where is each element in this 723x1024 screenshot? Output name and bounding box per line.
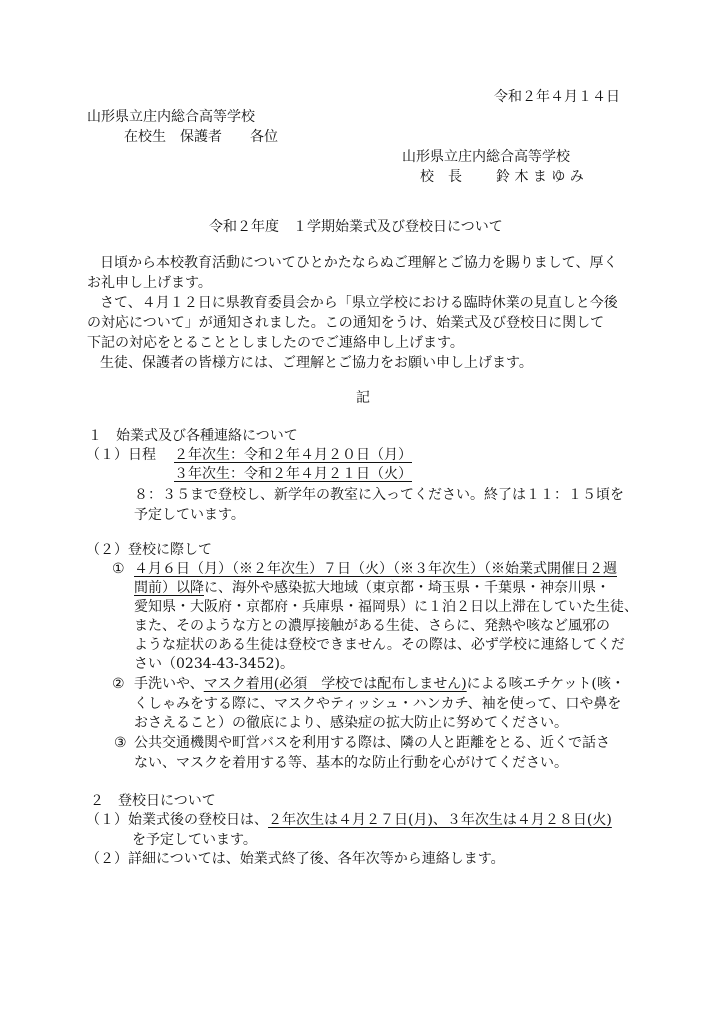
section2-sub1-underlined: ２年次生は４月２７日(月)、３年次生は４月２８日(火) bbox=[268, 812, 612, 828]
item1-number: ① bbox=[112, 561, 125, 577]
section1-sub1-label: （１）日程 bbox=[86, 447, 156, 463]
item2-line-3: おさえること）の徹底により、感染症の拡大防止に努めてください。 bbox=[134, 715, 568, 731]
item2-pre: 手洗いや、 bbox=[134, 676, 204, 692]
section2-sub2-line bbox=[86, 852, 505, 866]
item1-line-2 bbox=[134, 581, 610, 595]
item3-number: ③ bbox=[114, 735, 127, 751]
item1-underlined-b: 間前）以降 bbox=[134, 580, 204, 596]
item1-line-1: ４月６日（月）（※２年次生）７日（火）（※３年次生）（※始業式開催日２週 bbox=[134, 561, 617, 577]
recipient-school: 山形県立庄内総合高等学校 bbox=[87, 109, 255, 125]
recipients: 在校生 保護者 各位 bbox=[124, 129, 278, 145]
item2-underlined: マスク着用(必須 学校では配布しません) bbox=[203, 676, 467, 692]
ki-mark: 記 bbox=[356, 390, 370, 406]
item2-line-2: くしゃみをする際に、マスクやティッシュ・ハンカチ、袖を使って、口や鼻を bbox=[134, 696, 622, 712]
item1-line-3: 愛知県・大阪府・京都府・兵庫県・福岡県）に１泊２日以上滞在していた生徒、 bbox=[134, 599, 638, 615]
intro-line-4: の対応について」が通知されました。この通知をうけ、始業式及び登校日に関して bbox=[87, 315, 605, 331]
item1-rest-b: に、海外や感染拡大地域（東京都・埼玉県・千葉県・神奈川県・ bbox=[204, 580, 610, 596]
sender-name: 鈴 木 ま ゆ み bbox=[496, 169, 584, 185]
schedule-body-1: ８：３５まで登校し、新学年の教室に入ってください。終了は１１：１５頃を bbox=[134, 487, 624, 503]
section1-heading: １ 始業式及び各種連絡について bbox=[88, 428, 298, 444]
sender-school: 山形県立庄内総合高等学校 bbox=[402, 149, 570, 165]
intro-line-3: さて、４月１２日に県教育委員会から「県立学校における臨時休業の見直しと今後 bbox=[100, 295, 618, 311]
sender-title: 校 長 bbox=[420, 169, 462, 185]
item2-line-1 bbox=[134, 677, 625, 691]
document-title: 令和２年度 １学期始業式及び登校日について bbox=[209, 219, 503, 235]
item3-line-2: ない、マスクを着用する等、基本的な防止行動を心がけてください。 bbox=[134, 755, 568, 771]
section2-heading: ２ 登校日について bbox=[90, 793, 216, 809]
item1-line-5: ような症状のある生徒は登校できません。その際は、必ず学校に連絡してくだ bbox=[134, 637, 625, 653]
intro-line-2: お礼申し上げます。 bbox=[87, 275, 212, 291]
intro-line-5: 下記の対応をとることとしましたのでご連絡申し上げます。 bbox=[87, 335, 464, 351]
schedule-body-2: 予定しています。 bbox=[134, 507, 245, 523]
item1-line-6: さい（0234-43-3452)。 bbox=[134, 656, 294, 672]
intro-line-6: 生徒、保護者の皆様方には、ご理解とご協力をお願い申し上げます。 bbox=[100, 355, 533, 371]
item1-line-4: また、そのような方との濃厚接触がある生徒、さらに、発熱や咳など風邪の bbox=[134, 618, 610, 634]
section2-sub1-label: （１） bbox=[86, 812, 128, 828]
section1-sub2-label: （２）登校に際して bbox=[86, 542, 212, 558]
sender-line bbox=[420, 170, 584, 184]
issue-date: 令和２年４月１４日 bbox=[494, 89, 620, 105]
item2-number: ② bbox=[112, 676, 125, 692]
section2-sub1-line-2: を予定しています。 bbox=[132, 832, 257, 848]
item2-post: による咳エチケット(咳・ bbox=[466, 676, 625, 692]
intro-line-1: 日頃から本校教育活動についてひとかたならぬご理解とご協力を賜りまして、厚く bbox=[100, 255, 618, 271]
item3-line-1: 公共交通機関や町営バスを利用する際は、隣の人と距離をとる、近くで話さ bbox=[134, 735, 610, 751]
schedule-year2: ２年次生：令和２年４月２０日（月） bbox=[174, 447, 412, 463]
section2-sub2-text: 詳細については、始業式終了後、各年次等から連絡します。 bbox=[128, 851, 505, 867]
section2-sub1-line-1 bbox=[86, 813, 612, 827]
section2-sub2-label: （２） bbox=[86, 851, 128, 867]
schedule-year3: ３年次生：令和２年４月２１日（火） bbox=[174, 466, 412, 482]
section2-sub1-pre: 始業式後の登校日は、 bbox=[128, 812, 268, 828]
